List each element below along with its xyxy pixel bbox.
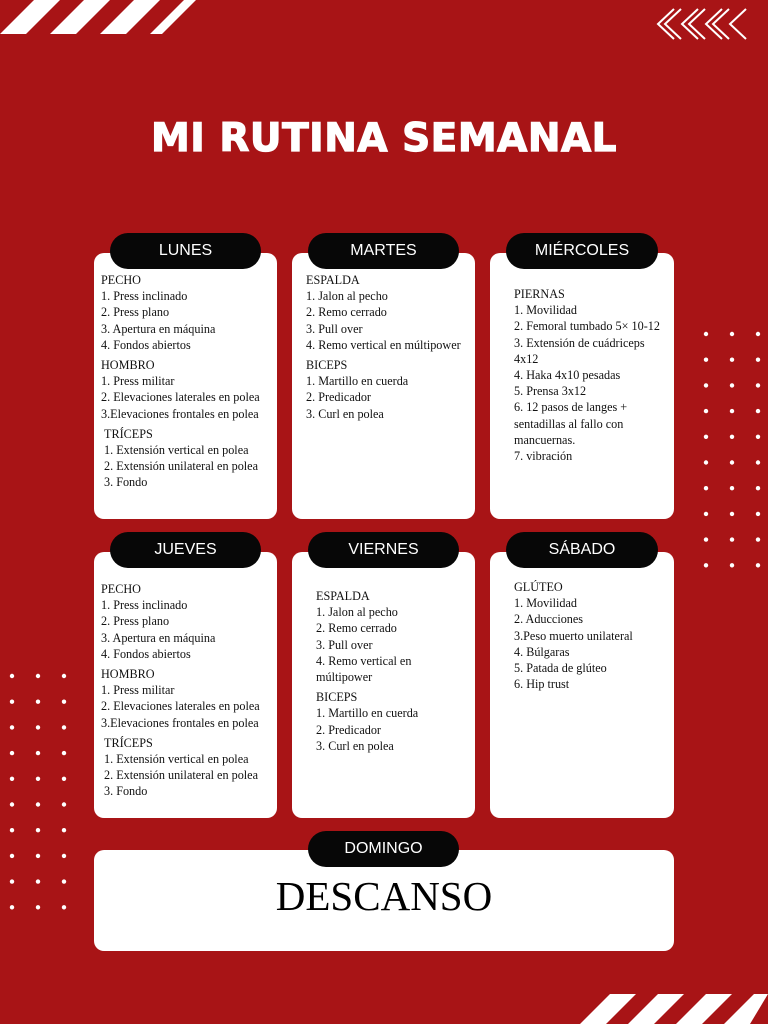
list-item: 2. Femoral tumbado 5× 10-12 <box>514 319 660 334</box>
decoration-dot <box>62 854 66 858</box>
list-item: 4. Remo vertical en múltipower <box>316 653 412 685</box>
decoration-dot <box>730 435 734 439</box>
list-item: 4. Remo vertical en múltipower <box>306 337 461 352</box>
section-title: TRÍCEPS <box>104 735 153 750</box>
decoration-dot <box>36 828 40 832</box>
decoration-dot <box>756 435 760 439</box>
list-item: 2. Predicador <box>316 722 381 737</box>
list-item: 6. 12 pasos de langes + sentadillas al fallo con mancuernas. <box>514 400 628 447</box>
decoration-dot <box>10 854 14 858</box>
list-item: 2. Remo cerrado <box>306 305 387 320</box>
decoration-dot <box>704 409 708 413</box>
decoration-dot <box>704 563 708 567</box>
list-item: 3. Apertura en máquina <box>101 321 216 336</box>
decoration-dot <box>62 777 66 781</box>
rest-day-text: DESCANSO <box>275 873 493 919</box>
chevrons-icon <box>654 6 750 42</box>
decoration-dot <box>62 700 66 704</box>
section-title: ESPALDA <box>316 589 370 603</box>
list-item: 1. Martillo en cuerda <box>316 706 419 721</box>
decoration-dot <box>62 751 66 755</box>
decoration-dot <box>704 486 708 490</box>
decoration-dot <box>704 383 708 387</box>
list-item: 2. Press plano <box>101 305 170 320</box>
list-item: 1. Press inclinado <box>101 598 188 613</box>
page-title: MI RUTINA SEMANAL <box>150 116 617 161</box>
decoration-dot <box>730 563 734 567</box>
dots-decoration-right <box>698 326 768 570</box>
decoration-dot <box>62 802 66 806</box>
decoration-dot <box>36 905 40 909</box>
day-label-lunes: LUNES <box>110 233 261 269</box>
list-item: 1. Press militar <box>101 683 175 698</box>
decoration-dot <box>730 409 734 413</box>
day-label-miercoles: MIÉRCOLES <box>506 233 658 269</box>
stripes-decoration-bottom <box>580 994 768 1024</box>
routine-list-jueves <box>101 581 277 800</box>
list-item: 1. Press inclinado <box>101 289 188 304</box>
decoration-dot <box>62 674 66 678</box>
decoration-dot <box>62 725 66 729</box>
decoration-dot <box>36 674 40 678</box>
decoration-dot <box>62 879 66 883</box>
list-item: 3. Fondo <box>104 475 148 490</box>
decoration-dot <box>756 358 760 362</box>
routine-list-viernes <box>316 588 466 754</box>
list-item: 3. Curl en polea <box>306 406 384 421</box>
list-item: 1. Movilidad <box>514 303 577 318</box>
section-title: GLÚTEO <box>514 580 563 594</box>
decoration-dot <box>36 802 40 806</box>
decoration-dot <box>10 879 14 883</box>
list-item: 2. Elevaciones laterales en polea <box>101 390 260 405</box>
section-title: PIERNAS <box>514 287 565 301</box>
list-item: 1. Jalon al pecho <box>316 605 398 620</box>
decoration-dot <box>730 383 734 387</box>
decoration-dot <box>756 409 760 413</box>
day-label-domingo: DOMINGO <box>308 831 459 867</box>
decoration-dot <box>756 486 760 490</box>
list-item: 4. Haka 4x10 pesadas <box>514 368 621 383</box>
decoration-dot <box>704 460 708 464</box>
decoration-dot <box>730 512 734 516</box>
day-label-viernes: VIERNES <box>308 532 459 568</box>
section-title: HOMBRO <box>101 667 155 682</box>
list-item: 2. Aducciones <box>514 612 584 627</box>
stripes-decoration-top <box>0 0 200 34</box>
list-item: 3. Apertura en máquina <box>101 630 216 645</box>
decoration-dot <box>36 854 40 858</box>
list-item: 3. Curl en polea <box>316 738 394 753</box>
section-title: BICEPS <box>316 690 358 705</box>
list-item: 3. Pull over <box>306 321 363 336</box>
list-item: 5. Prensa 3x12 <box>514 384 587 399</box>
section-title: TRÍCEPS <box>104 426 153 441</box>
dots-decoration-left <box>4 668 74 912</box>
decoration-dot <box>730 460 734 464</box>
routine-list-lunes <box>101 272 277 491</box>
routine-list-martes <box>306 272 466 422</box>
section-title: PECHO <box>101 582 141 596</box>
decoration-dot <box>10 751 14 755</box>
decoration-dot <box>10 905 14 909</box>
decoration-dot <box>10 802 14 806</box>
day-label-martes: MARTES <box>308 233 459 269</box>
list-item: 3. Extensión de cuádriceps 4x12 <box>514 335 645 366</box>
decoration-dot <box>10 725 14 729</box>
list-item: 1. Extensión vertical en polea <box>104 752 249 767</box>
decoration-dot <box>62 905 66 909</box>
list-item: 2. Predicador <box>306 390 371 405</box>
day-label-sabado: SÁBADO <box>506 532 658 568</box>
list-item: 7. vibración <box>514 449 573 464</box>
list-item: 1. Martillo en cuerda <box>306 374 409 389</box>
decoration-dot <box>730 332 734 336</box>
decoration-dot <box>10 674 14 678</box>
decoration-dot <box>756 383 760 387</box>
routine-list-miercoles <box>514 286 660 464</box>
list-item: 3.Elevaciones frontales en polea <box>101 406 259 421</box>
list-item: 2. Extensión unilateral en polea <box>104 768 258 783</box>
list-item: 1. Movilidad <box>514 596 577 611</box>
decoration-dot <box>704 512 708 516</box>
list-item: 2. Remo cerrado <box>316 621 397 636</box>
decoration-dot <box>62 828 66 832</box>
list-item: 4. Fondos abiertos <box>101 646 191 661</box>
section-title: PECHO <box>101 273 141 287</box>
list-item: 3.Peso muerto unilateral <box>514 628 633 643</box>
section-title: BICEPS <box>306 358 348 373</box>
decoration-dot <box>730 486 734 490</box>
list-item: 4. Fondos abiertos <box>101 337 191 352</box>
routine-list-sabado <box>514 579 664 692</box>
list-item: 3. Fondo <box>104 784 148 799</box>
decoration-dot <box>36 700 40 704</box>
decoration-dot <box>10 777 14 781</box>
decoration-dot <box>10 700 14 704</box>
list-item: 2. Extensión unilateral en polea <box>104 459 258 474</box>
list-item: 2. Elevaciones laterales en polea <box>101 699 260 714</box>
list-item: 2. Press plano <box>101 614 170 629</box>
list-item: 4. Búlgaras <box>514 644 570 659</box>
decoration-dot <box>756 537 760 541</box>
decoration-dot <box>730 537 734 541</box>
decoration-dot <box>36 777 40 781</box>
decoration-dot <box>756 332 760 336</box>
decoration-dot <box>704 435 708 439</box>
decoration-dot <box>704 358 708 362</box>
decoration-dot <box>756 460 760 464</box>
section-title: ESPALDA <box>306 273 360 287</box>
list-item: 1. Press militar <box>101 374 175 389</box>
decoration-dot <box>730 358 734 362</box>
decoration-dot <box>36 879 40 883</box>
decoration-dot <box>36 751 40 755</box>
list-item: 5. Patada de glúteo <box>514 661 607 676</box>
list-item: 3. Pull over <box>316 637 373 652</box>
list-item: 6. Hip trust <box>514 677 570 692</box>
decoration-dot <box>756 563 760 567</box>
list-item: 3.Elevaciones frontales en polea <box>101 715 259 730</box>
decoration-dot <box>704 332 708 336</box>
decoration-dot <box>36 725 40 729</box>
list-item: 1. Jalon al pecho <box>306 289 388 304</box>
decoration-dot <box>10 828 14 832</box>
day-label-jueves: JUEVES <box>110 532 261 568</box>
section-title: HOMBRO <box>101 358 155 373</box>
decoration-dot <box>756 512 760 516</box>
list-item: 1. Extensión vertical en polea <box>104 443 249 458</box>
decoration-dot <box>704 537 708 541</box>
